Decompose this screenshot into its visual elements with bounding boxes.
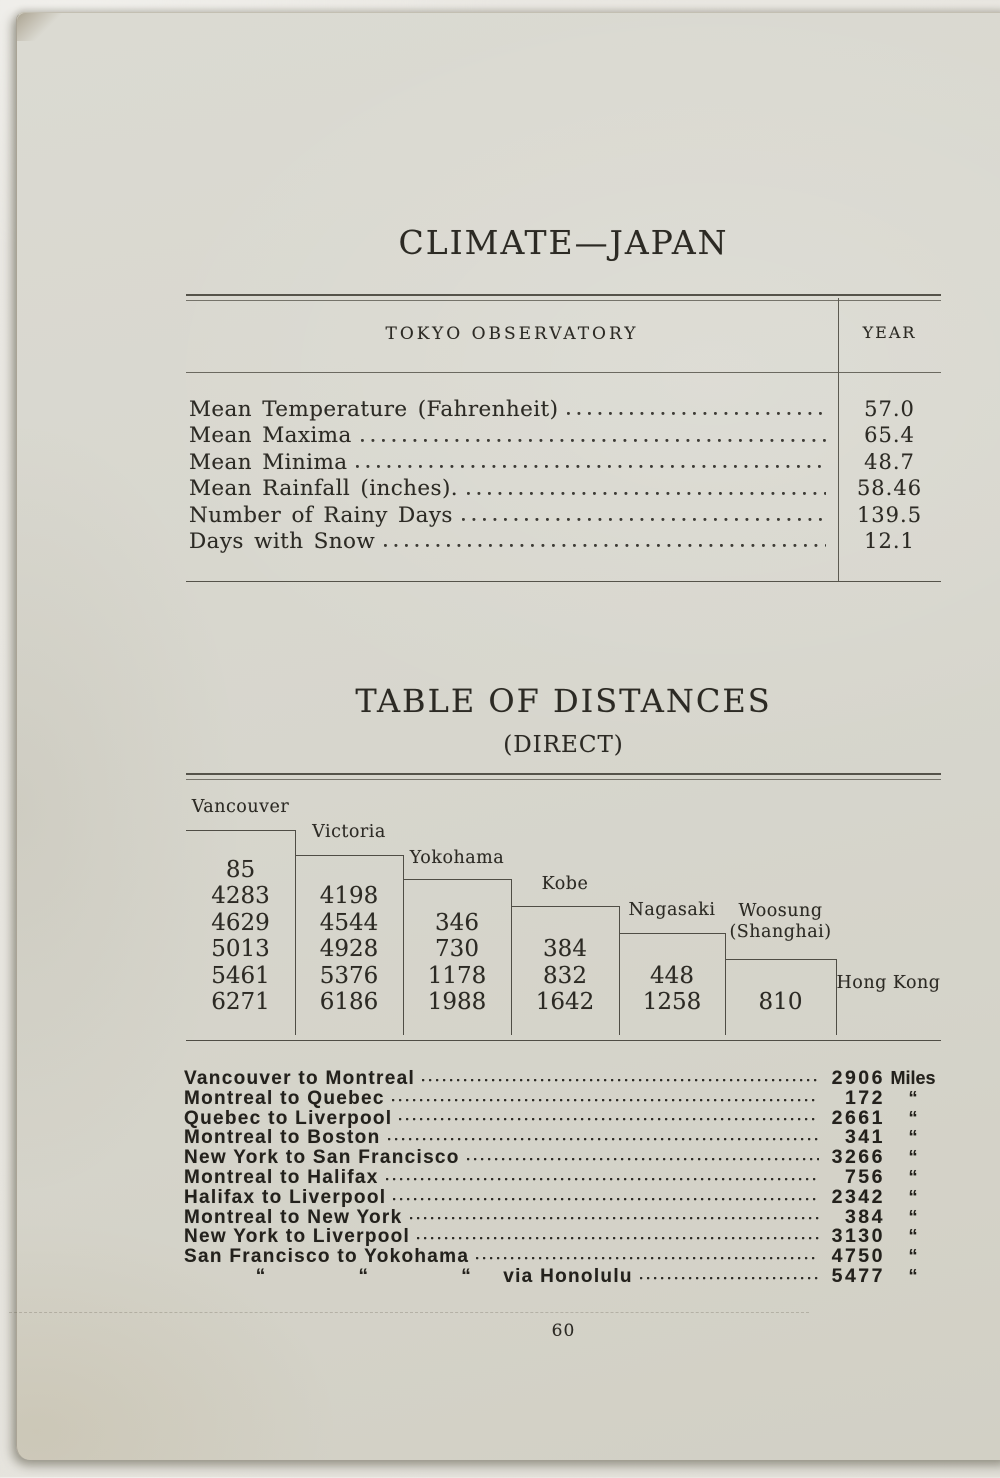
distance-list-name: New York to Liverpool xyxy=(184,1226,411,1248)
distance-value: 4629 xyxy=(211,909,270,936)
distance-column-label xyxy=(186,797,295,818)
dot-leader xyxy=(361,438,826,443)
climate-row-label: Mean Maxima xyxy=(189,423,352,449)
distance-list-unit: Miles xyxy=(890,1068,936,1088)
distance-value: 4928 xyxy=(319,936,379,963)
climate-rows xyxy=(189,397,941,555)
climate-header-observatory: TOKYO OBSERVATORY xyxy=(385,324,639,344)
dot-leader xyxy=(467,491,826,496)
distance-list-unit: “ xyxy=(908,1087,918,1108)
climate-row-value: 57.0 xyxy=(864,397,915,421)
climate-row-value: 48.7 xyxy=(864,449,915,474)
stair-step-line xyxy=(403,879,511,880)
distance-list-unit: “ xyxy=(908,1147,918,1168)
distance-column-label-line: Hong Kong xyxy=(836,973,941,993)
distance-column-label-line: Vancouver xyxy=(191,797,290,817)
distance-list-unit: “ xyxy=(908,1246,918,1267)
distance-value: 4283 xyxy=(211,883,270,910)
distance-list xyxy=(184,1067,941,1285)
climate-row-label: Number of Rainy Days xyxy=(189,502,453,528)
distance-list-row xyxy=(184,1206,941,1226)
climate-row-label: Mean Rainfall (inches). xyxy=(189,476,459,502)
header-underline xyxy=(186,372,941,373)
climate-row xyxy=(189,423,941,449)
distance-list-value: 2661 xyxy=(831,1106,885,1129)
distance-column-label xyxy=(725,901,836,943)
distance-list-unit: “ xyxy=(908,1127,918,1148)
climate-row-label: Mean Minima xyxy=(189,449,348,475)
distance-value: 810 xyxy=(758,989,803,1015)
distance-value: 1258 xyxy=(642,989,702,1015)
distance-value: 384 xyxy=(543,936,587,963)
distance-list-row xyxy=(184,1186,941,1206)
stair-step-line xyxy=(186,830,295,831)
climate-header-year: YEAR xyxy=(862,323,917,342)
distance-list-row xyxy=(184,1225,941,1248)
dot-leader xyxy=(467,1157,819,1161)
distance-list-row xyxy=(184,1107,941,1127)
dot-leader xyxy=(384,543,826,548)
dot-leader xyxy=(410,1216,820,1220)
distance-value: 85 xyxy=(225,857,256,883)
distance-list-value: 172 xyxy=(844,1086,885,1109)
distance-column-label xyxy=(295,822,403,843)
climate-row-label: Days with Snow xyxy=(189,528,376,554)
page-title: CLIMATE—JAPAN xyxy=(398,223,729,262)
dot-leader xyxy=(476,1256,819,1260)
distance-list-value: 384 xyxy=(844,1205,885,1228)
distance-list-value: 3130 xyxy=(831,1225,885,1248)
distances-subtitle: (DIRECT) xyxy=(503,732,624,758)
stair-step-line xyxy=(295,855,403,856)
dot-leader xyxy=(462,517,826,522)
distance-list-row xyxy=(184,1067,941,1087)
distance-list-unit: “ xyxy=(908,1265,918,1286)
distance-list-row xyxy=(184,1245,941,1268)
distance-value: 4544 xyxy=(319,909,379,936)
distance-list-name: Halifax to Liverpool xyxy=(184,1186,387,1208)
distance-value: 1642 xyxy=(535,989,595,1015)
dot-leader xyxy=(422,1078,819,1082)
distance-value: 448 xyxy=(650,962,694,989)
distance-column-label xyxy=(511,874,619,895)
distance-list-name: Montreal to Quebec xyxy=(184,1087,385,1109)
climate-row-value: 139.5 xyxy=(856,502,923,527)
distance-list-row xyxy=(184,1166,941,1186)
matrix-bottom-rule xyxy=(186,1040,941,1041)
distance-column-label-line: Nagasaki xyxy=(628,900,716,920)
dot-leader xyxy=(399,1117,819,1121)
climate-row xyxy=(189,397,941,423)
stair-column-divider xyxy=(725,933,726,1035)
stair-step-line xyxy=(619,933,725,934)
stair-step-line xyxy=(725,959,836,960)
distance-list-name: Montreal to New York xyxy=(184,1206,403,1228)
distance-value: 1988 xyxy=(427,989,487,1015)
distance-column-label-line: Victoria xyxy=(312,822,386,842)
climate-table xyxy=(186,294,941,586)
distance-column-label-line: (Shanghai) xyxy=(729,922,832,942)
distance-list-value: 756 xyxy=(844,1165,885,1188)
distance-value: 346 xyxy=(435,909,479,936)
distance-column-label xyxy=(403,848,511,869)
distance-column-label xyxy=(619,900,725,921)
climate-row xyxy=(189,476,941,502)
scan-crease-line xyxy=(9,1312,809,1313)
dot-leader xyxy=(417,1236,819,1240)
table-bottom-rule xyxy=(186,581,941,582)
page-content xyxy=(1,1,1000,1478)
distances-title: TABLE OF DISTANCES xyxy=(355,682,772,720)
distance-list-name: Vancouver to Montreal xyxy=(184,1068,416,1089)
table-top-rule xyxy=(186,294,941,301)
book-page xyxy=(16,12,1000,1460)
distance-value: 5461 xyxy=(211,962,270,989)
stair-step-line xyxy=(511,906,619,907)
distance-list-name: New York to San Francisco xyxy=(184,1147,460,1169)
distance-list-value: 3266 xyxy=(831,1146,885,1169)
distance-list-row xyxy=(184,1126,941,1149)
distance-value: 6271 xyxy=(211,989,270,1015)
dot-leader xyxy=(388,1137,820,1141)
distance-value: 730 xyxy=(435,936,479,963)
climate-row xyxy=(189,450,941,476)
distance-value: 5013 xyxy=(211,936,270,963)
distance-list-value: 2342 xyxy=(831,1185,885,1208)
distance-list-name: San Francisco to Yokohama xyxy=(184,1246,470,1268)
distance-list-value: 341 xyxy=(844,1126,885,1149)
distance-value: 832 xyxy=(543,962,587,989)
distance-list-row xyxy=(184,1146,941,1169)
distance-column-label-line: Woosung xyxy=(738,901,823,921)
distance-column-label xyxy=(836,973,941,994)
dot-leader xyxy=(356,464,826,469)
distance-list-value: 5477 xyxy=(831,1264,885,1287)
distance-column-label-line: Yokohama xyxy=(409,848,505,868)
climate-row-value: 12.1 xyxy=(864,528,915,553)
distance-value: 6186 xyxy=(319,989,379,1015)
distance-value: 1178 xyxy=(427,962,487,989)
distance-matrix xyxy=(186,773,941,1045)
climate-row-value: 65.4 xyxy=(864,423,915,448)
distance-list-unit: “ xyxy=(908,1166,918,1187)
distance-list-unit: “ xyxy=(908,1107,918,1128)
distance-list-value: 4750 xyxy=(831,1245,885,1268)
distance-list-value: 2906 xyxy=(831,1067,885,1089)
matrix-top-rule xyxy=(186,773,941,780)
distance-list-row xyxy=(184,1087,941,1107)
distance-list-name: Quebec to Liverpool xyxy=(184,1107,393,1129)
climate-row xyxy=(189,503,941,529)
distance-list-name: “ “ “ via Honolulu xyxy=(184,1265,633,1287)
distance-list-name: Montreal to Boston xyxy=(184,1127,381,1149)
distance-list-name: Montreal to Halifax xyxy=(184,1166,379,1188)
distance-value: 5376 xyxy=(319,962,379,989)
distance-value: 4198 xyxy=(319,883,379,910)
dot-leader xyxy=(392,1098,819,1102)
dot-leader xyxy=(393,1197,819,1201)
distance-list-unit: “ xyxy=(908,1206,918,1227)
page-number: 60 xyxy=(551,1321,576,1341)
stair-column-divider xyxy=(836,959,837,1035)
climate-row xyxy=(189,529,941,555)
dot-leader xyxy=(640,1276,819,1280)
climate-row-label: Mean Temperature (Fahrenheit) xyxy=(189,397,559,422)
dot-leader xyxy=(386,1177,819,1181)
distance-list-unit: “ xyxy=(908,1186,918,1207)
dot-leader xyxy=(567,411,826,416)
distance-list-unit: “ xyxy=(908,1226,918,1247)
distance-column-label-line: Kobe xyxy=(541,874,589,894)
climate-row-value: 58.46 xyxy=(856,476,923,501)
distance-list-row xyxy=(184,1265,941,1285)
